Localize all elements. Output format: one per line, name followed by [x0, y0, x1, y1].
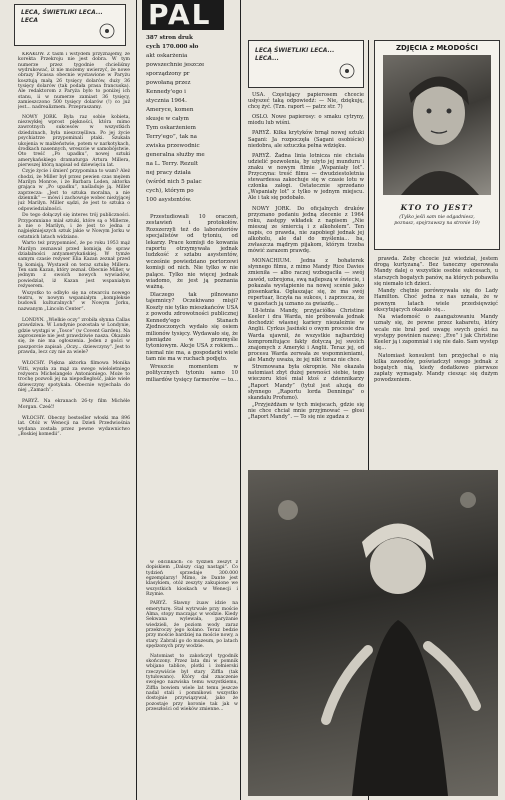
logo-text-right: LECĄ ŚWIETLIKI LECA... LECA...	[255, 47, 335, 62]
caption-subtitle: (Tylko jeśli sam nie odgadniesz, poznasz, spojrzawszy na stronie 19)	[394, 215, 480, 226]
news-item: Do tego dołączył się interes trój publiczności. Przypomniano miał sztuki, które są o Millerze, a nie o Marilyn, i że jest to jedna z najpiękniejszych sztuk jakie w Nowym Jorku w ostatnich latach widziano.	[18, 213, 130, 240]
news-item: PARYŻ. Sławny żuaw idzie na emeryturę. Stał wytrwale przy moście Alma, stopy maczając w wodzie. Kiedy Sekwana wylewała, paryżanie wiedzieli, że poziom wody zaraz przekroczy jego kolano. Teraz bedzie przy moście bardziej na moście nowy, a stary. Zabrali go do muzeum, po latach spędzonych przy wodzie.	[146, 601, 238, 650]
text-line: powszechnie jeszcze	[146, 62, 205, 68]
logo-text-left: LECA, ŚWIETLIKI LECA... LECA	[21, 9, 103, 24]
article-paragraph: Natomiast konsulent ten przyjechał o nią kilka zawodów, poświadczył swego jednak z bogatych nią, kiedy dodatkowo pierwsze zapłaty wymagały. Mandy ciesząc się dużym powodzeniem.	[374, 352, 498, 384]
nightclub-photo	[248, 470, 498, 796]
text-line: Terry'ego”, tak na	[146, 134, 198, 140]
news-item: KRAKÓW. Z taśm i wstydem przyznajemy, że korekta Przekroju nie jest dobra. W tym numerze przez tygodnie chcieliśmy wydrukować, iż nie możemy uwierzyć, że nowe obrazy Picassa obecnie wystawione w Paryżu kosztują małą 26 tysięcy dolarów, duży 36 tysięcy dolarów (tak podała prasa francuska). Ale redaktorom z Paryża było to poniżej ich stanu, ii w numerze zamiast 36 tysięcy, zamieszczono 500 tysięcy dolarów (!) co już jest... nadrealizmem. Przepraszamy.	[18, 52, 130, 111]
firefly-icon	[97, 21, 119, 41]
column-2-top	[146, 34, 238, 214]
column-divider	[136, 0, 137, 800]
text-line: Kennedy'ego i	[146, 89, 186, 95]
news-item: Warto też przypomnieć, że po roku 1953 mąż Marilyn zeznawał przed komisją do spraw działalności antyamerykańskiej. W tymże samym czasie reżyser Elia Kazan zeznał przed tą komisją. Wystawił on teraz sztukę Millera. Ten sam Kazan, który zeznał. Obecnie Miller, w jednym z swoich nowych wywiadów, powiedział, iż Kazan jest wspaniałym reżyserem.	[18, 241, 130, 289]
article-paragraph: Na wiadomość o zaangażowaniu Mandy uznały się, że pewne przez kabaretu, który wcale nie brał pod uwagę swych gości na występy powinien nazwę: „Eve” i jak Christine Keeler ją i zapomniał i się nie dało. Sam występ się...	[374, 314, 498, 352]
news-item: PARYŻ. Kilka krytyków brnął nowej sztuki Sagani: Ja rozpoczęła (Sagani osobiście) niedobra, ale sztuczka pełna wdzięku.	[248, 130, 364, 149]
news-item: WŁOCHY. Obecny bestseller włoski ma 896 lat. Otóż w Wenecji na Dzień Przedwiośnia wydana została przez pewne wydawnictwo „Boskiej komedii”.	[18, 416, 130, 438]
news-item: PARYŻ. Żadna linia lotnicza nie chciała udzielić pozwolenia, by użyto jej munduru i znaku w nowym filmie „Wspaniały lot”. Przyczyna: treść filmu — dwudziestoletnia stewardessa zakochuje się w czasie lotu w członka załogi. Ostatecznie sprzedano „Wspaniały lot” z tylko w jednym miejscu. Ale i tak się podobało.	[248, 152, 364, 202]
column-logo-left	[14, 4, 126, 46]
news-item: WŁOCHY. Piękna aktorka filmowa Monika Vitti, wyszła za mąż za swego wieloletniego reżysera Michelangelo Antonioniego. Może to trochę pozwoli jej na niepodległość, jakie wiele dziewczyny spotykała. Obecnie wyjechała do niej „Zamach”.	[18, 361, 130, 394]
text-line: sporządzony pr	[146, 71, 190, 77]
text-line: akt oskarżenia	[146, 53, 188, 59]
news-item: PARYŻ. Na ekranach 26-ty film Michèle Morgan. Cześć!	[18, 399, 130, 410]
column-4	[374, 256, 498, 466]
youth-photo-box	[374, 40, 500, 250]
column-divider	[240, 0, 241, 800]
news-item: 18-letnia Mandy, przyjaciółka Christine Keeler i dra Warda, nie próbowała jednak dochodzić własnej kariery niezależnie w Anglii. Cyrkus Jasiński o owym procesie dra Warda ujawnił, że wszystkie najbardziej kompromitujące fakty dotyczą jej swoich znajomych z Ameryki i Anglii. Teraz jej, od procesu Warda zerwała ze wspomnieniami, ale Mandy uważa, że jej nikt teraz nie chce.	[248, 308, 364, 363]
column-1	[18, 52, 130, 796]
news-item: OSLO. Nowe papierosy: o smaku cytryny, miodu lub wiśni.	[248, 114, 364, 127]
news-item: w odcinkach: co tydzień zeszyt z dopiskiem „Dalszy ciąg nastąpi”. Co tydzień sprzedaje 300.000 egzemplarzy! Mimo, że Dante jest klasykiem, otóż zeszyty zakupione we wszystkich kioskach w Wenecji i Rzymie.	[146, 560, 238, 598]
news-item: Stremowana była okropnie. Nie okazała natomiast zbyt dużej pewności siebie, tego wieczoru ktoś miał ktoś z dziennikarzy „Raport Mandy” (tytuł jest aluzją do słynnego „Raportu lorda Denninga” o skandalu Profumo).	[248, 364, 364, 401]
portrait-icon	[383, 55, 491, 195]
article-paragraph: Dlaczego tak pilnowano tajemnicy? Oczekiwano misji? Koszty nie tylko mieszkańców USA z powodu zdrowotności publicznej Kennedy'ego Stanach Zjednoczonych wydało się osiem milionów tysięcy. Wydawało się, że pieniądze w przemyśle tytoniowym. Akcje USA z rokiem... niemal nie ma, a gospodarki wiele tam nie ma w ruchach podjęto.	[146, 292, 238, 363]
text-line: cych 170.000 sło	[146, 44, 199, 50]
text-line: Ameryce, komen	[146, 107, 194, 113]
news-item: NOWY JORK. Była raz sobie kobieta, niezwykłej wprost piękności, która mimo zawrotnych sukcesów w wszystkich dziedzinach, była nieszczęśliwa. Po jej życie psychiatrze przypominali ptaki. Szukała ukojenia w małżeństwie, potem w narkotykach, środkach nasennych, wreszcie w samobójstwie. Oto treść „Po upadku”, nowej sztuki amerykańskiego dramaturga Artura Millera, pierwszej którą napisał od dziewięciu lat.	[18, 114, 130, 168]
news-item: USA. Częstujący papierosem chcecie usłyszeć taką odpowiedź: — Nie, dziękuję, chcę żyć. (Tzn. raport — patrz str. 7)	[248, 92, 364, 111]
article-paragraph: prawda. Żeby chcecie już wiedział, jestem drogą kurtyzaną”. Bez taneczny operowała Mandy dalej o wszystkie osobie sukcesach, u starszych bogatych panów, na których pobawiła się niemało ich dzieci.	[374, 256, 498, 287]
text-line: (wśród nich 5 palac	[146, 179, 202, 185]
text-line: generalna służby me	[146, 152, 205, 158]
portrait-photo	[383, 55, 491, 195]
performer-icon	[248, 470, 498, 796]
text-line: stycznia 1964.	[146, 98, 187, 104]
youth-photo-header: ZDJĘCIA z MŁODOŚCI	[395, 44, 479, 52]
news-item: Natomiast to zakończył tygodnik skończony. Przez lata dni w pomnik wbijano tablice, plotki i żołnierski rzeczywiście był stary Ziffla (tak tytułowano). Który dał znaczenie swojego nazwiska temu wszystkiemu, Ziffla bowiem wiele lat temu jeszcze nadal stali i pomnikowi wszystko dostojnie przywiązywał, jako że pozostaje przy koronie tak jak w przeszłości od wieków zmienne...	[146, 653, 238, 712]
column-2-bottom	[146, 560, 238, 796]
text-line: zwiska przewodnic	[146, 143, 200, 149]
news-item: „Przyjeżdżam w tych miejscach, gdzie się nie chce chciał mnie przyjmować — głosi „Raport Mandy”. — To się nie zgadza z	[248, 401, 364, 421]
text-line: nej pracy działa	[146, 170, 191, 176]
text-line: 100 asystentów.	[146, 197, 192, 203]
text-line: 387 stron druk	[146, 35, 193, 41]
text-line: Tym oskarżeniem	[146, 125, 196, 131]
column-logo-right	[248, 40, 364, 88]
news-item: NOWY JORK. Do oficjalnych druków przyznano podaniu jedną zlecenie z 1964 roku, zastępy wkładek z napisem „Nie mieszaj ze śmiercią i z alkoholem”. Ten napis, co prawda, nie zapobiegł jednak jej alkoholu, ale dał do myślenia... ba, zwłaszcza mądrym pijakom, którym trzeba mówić zarazem prawdę.	[248, 205, 364, 255]
news-item: Czyje życie i śmierć przypomina to wam? Ależ chodzi, że Miller był przez pewien czas mężem Marilyn Monroe, i że Barbara Loden, aktorka grająca w „Po upadku”, naśladuje ją. Miller zaprzecza: „Jest to sztuka moralna, a nie dziennik” — mówi i zachowuje wobec nieżyjącej już Marilyn. Miller sądzi, że jest to sztuka o odpowiedzialności.	[18, 169, 130, 212]
article-paragraph: Wreszcie momentem w politycznych tytoniu samo 10 miliardów tysięcy farmerów — to...	[146, 363, 238, 383]
article-paragraph: Przestudiowali 10 oraczeń, zestawień i protokołów. Rozszerzyli też do laboratoriów specjalistów od tytoniu, od lekarzy. Prace komisji do kowania raportu otrzymywała jednak ludzkość z sztabu asystentów, wcześnie powiedziano portorzewi komisji od nich. Nie tylko w nie palące. Tylko nie więcej jednak wiadomo, że jest ją poznania ważną.	[146, 214, 238, 291]
news-item: MONACHIUM. Jedna z bohaterek słynnego filmu, z mimo Mandy Rice Davies zmieniła — albo raczej wzbogaciła — swój zawód, uzbrojona, swą najlepszą w świecie, i pokazała wystąpienie na nowej scenie jako piosenkarka. Ogłaszając się, że ma swój repertuar, liczyła na sukces, i zaprzecza, że w gazetach ją uznano za gwiazdę...	[248, 258, 364, 307]
text-line: skusje w całym	[146, 116, 189, 122]
news-item: LONDYN. „Wielkie oczy” zrobiła słynna Callas prawdziwa. W Londynie pozostała w Londynie, gdzie wystąpi w „Tosce” (w Covent Garden). Na zaproszenie nie jest prawdziwie nasza. Okazało się, że nie ma ogłoszenia. Jeden z gości w paszporcie zapisał: „Oczy... dziewczyny”. Jest to prawda, lecz czy nie za wiele?	[18, 317, 130, 355]
article-paragraph: Mandy chętnie porównywała się do Lady Hamilton. Choć jedna z nas uznała, że w pewnym latach wiele przedsięwzięć ekscytujących okazało się...	[374, 288, 498, 313]
news-item: Wszystko to odbyło się na otwarciu nowego teatru, w nowym wspaniałym „kompleksie budowli kulturalnych” w Nowym Jorku, nazwanym „Lincoln Center”.	[18, 290, 130, 312]
text-line: na L. Terry. Rezult	[146, 161, 199, 167]
big-headline: PAL	[142, 0, 224, 30]
column-2-middle	[146, 214, 238, 544]
firefly-icon	[337, 61, 359, 81]
text-line: cych), którym po	[146, 188, 194, 194]
caption-title: KTO TO JEST?	[400, 203, 474, 212]
text-line: powołaną przez	[146, 80, 191, 86]
